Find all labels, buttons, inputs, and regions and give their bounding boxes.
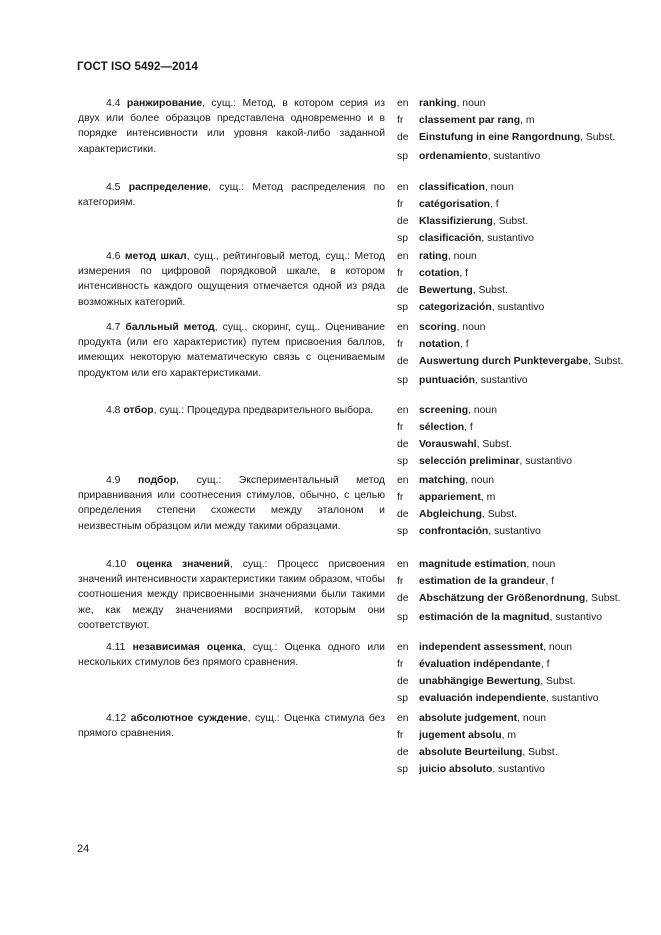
- equiv-sp: sp clasificación, sustantivo: [397, 233, 534, 244]
- term-definition: , сущ.: Экспериментальный метод приравнивания или соотнесения стимулов, обычно, с целью определения степени схожести между эталоном и неизвестным образцом или между такими образцами.: [78, 475, 385, 532]
- term-name: подбор: [137, 475, 177, 486]
- equiv-en: en absolute judgement, noun: [397, 713, 547, 724]
- equiv-fr: fr sélection, f: [397, 422, 473, 433]
- term-number: 4.4: [106, 98, 121, 109]
- term-4-8: [78, 403, 385, 418]
- equiv-en: en magnitude estimation, noun: [397, 559, 556, 570]
- term-definition: , сущ., скоринг, сущ.. Оценивание продукта (или его характеристик) путем присвоения баллов, имеющих некоторую математическую связь с оцениваемым продуктом или его характеристиками.: [78, 322, 386, 379]
- equivalents-4-8: [397, 403, 627, 469]
- term-number: 4.5: [106, 182, 121, 193]
- term-4-5: [78, 180, 385, 210]
- equiv-sp: sp juicio absoluto, sustantivo: [397, 764, 545, 775]
- equiv-sp: sp puntuación, sustantivo: [397, 375, 528, 386]
- term-definition: , сущ.: Процесс присвоения значений интенсивности характеристики таким образом, чтобы соотношения между присвоенными значениями были такими же, как между значениями восприятий, которым они соответствуют.: [78, 559, 385, 631]
- equiv-fr: fr classement par rang, m: [397, 115, 535, 126]
- term-number: 4.10: [106, 559, 127, 570]
- term-name: независимая оценка: [132, 642, 243, 653]
- equivalents-4-10: [397, 557, 627, 625]
- term-number: 4.7: [106, 322, 121, 333]
- equiv-sp: sp estimación de la magnitud, sustantivo: [397, 612, 603, 623]
- equiv-de: de Klassifizierung, Subst.: [397, 216, 529, 227]
- term-name: распределение: [128, 182, 209, 193]
- term-definition: , сущ., рейтинговый метод, сущ.: Метод измерения по цифровой порядковой шкале, в котором интенсивность каждого ощущения отмечается одной из ряда возможных категорий.: [78, 251, 385, 308]
- term-4-9: [78, 473, 385, 534]
- term-4-10: [78, 557, 385, 633]
- term-4-12: [78, 711, 385, 741]
- equiv-en: en screening, noun: [397, 405, 497, 416]
- equiv-fr: fr cotation, f: [397, 268, 469, 279]
- term-name: оценка значений: [136, 559, 230, 570]
- term-name: абсолютное суждение: [130, 713, 248, 724]
- equiv-en: en matching, noun: [397, 475, 495, 486]
- equivalents-4-9: [397, 473, 627, 539]
- equivalents-4-6: [397, 249, 627, 315]
- equiv-sp: sp ordenamiento, sustantivo: [397, 151, 541, 162]
- equivalents-4-4: [397, 96, 627, 164]
- term-name: метод шкал: [124, 251, 187, 262]
- equivalents-4-11: [397, 640, 627, 706]
- term-definition: , сущ.: Метод распределения по категориям.: [78, 182, 385, 209]
- equiv-de: de Abschätzung der Größenordnung, Subst.: [397, 593, 621, 604]
- equivalents-4-5: [397, 180, 627, 246]
- equiv-de: de Einstufung in eine Rangordnung, Subst.: [397, 132, 616, 143]
- term-number: 4.11: [106, 642, 126, 653]
- term-4-11: [78, 640, 385, 670]
- equiv-en: en scoring, noun: [397, 322, 486, 333]
- equiv-en: en independent assessment, noun: [397, 642, 573, 653]
- equiv-en: en rating, noun: [397, 251, 477, 262]
- equiv-de: de Bewertung, Subst.: [397, 285, 508, 296]
- equivalents-4-12: [397, 711, 627, 777]
- equiv-fr: fr évaluation indépendante, f: [397, 659, 550, 670]
- equiv-en: en classification, noun: [397, 182, 514, 193]
- term-definition: , сущ.: Метод, в котором серия из двух или более образцов представлена одновременно и в порядке интенсивности или уровня какой-либо заданной характеристики.: [78, 98, 385, 155]
- term-4-6: [78, 249, 385, 310]
- document-header: ГОСТ ISO 5492—2014: [77, 61, 199, 73]
- equiv-de: de Auswertung durch Punktevergabe, Subst.: [397, 356, 624, 367]
- term-number: 4.12: [106, 713, 127, 724]
- equiv-sp: sp confrontación, sustantivo: [397, 526, 541, 537]
- equivalents-4-7: [397, 320, 627, 388]
- equiv-sp: sp evaluación independiente, sustantivo: [397, 693, 599, 704]
- term-definition: , сущ.: Оценка одного или нескольких стимулов без прямого сравнения.: [78, 642, 385, 669]
- equiv-de: de unabhängige Bewertung, Subst.: [397, 676, 576, 687]
- equiv-en: en ranking, noun: [397, 98, 486, 109]
- term-number: 4.8: [106, 405, 121, 416]
- equiv-fr: fr catégorisation, f: [397, 199, 499, 210]
- term-4-7: [78, 320, 385, 381]
- equiv-fr: fr jugement absolu, m: [397, 730, 516, 741]
- equiv-sp: sp categorización, sustantivo: [397, 302, 545, 313]
- equiv-fr: fr notation, f: [397, 339, 469, 350]
- equiv-de: de Vorauswahl, Subst.: [397, 439, 512, 450]
- equiv-sp: sp selección preliminar, sustantivo: [397, 456, 573, 467]
- term-number: 4.6: [106, 251, 121, 262]
- term-number: 4.9: [106, 475, 121, 486]
- term-definition: , сущ.: Оценка стимула без прямого сравнения.: [78, 713, 385, 740]
- term-4-4: [78, 96, 385, 157]
- equiv-de: de Abgleichung, Subst.: [397, 509, 518, 520]
- term-name: отбор: [123, 405, 154, 416]
- term-name: балльный метод: [125, 322, 215, 333]
- page-number: 24: [77, 843, 90, 855]
- term-name: ранжирование: [126, 98, 203, 109]
- equiv-fr: fr appariement, m: [397, 492, 496, 503]
- term-definition: , сущ.: Процедура предварительного выбора.: [153, 405, 374, 416]
- equiv-fr: fr estimation de la grandeur, f: [397, 576, 555, 587]
- equiv-de: de absolute Beurteilung, Subst.: [397, 747, 558, 758]
